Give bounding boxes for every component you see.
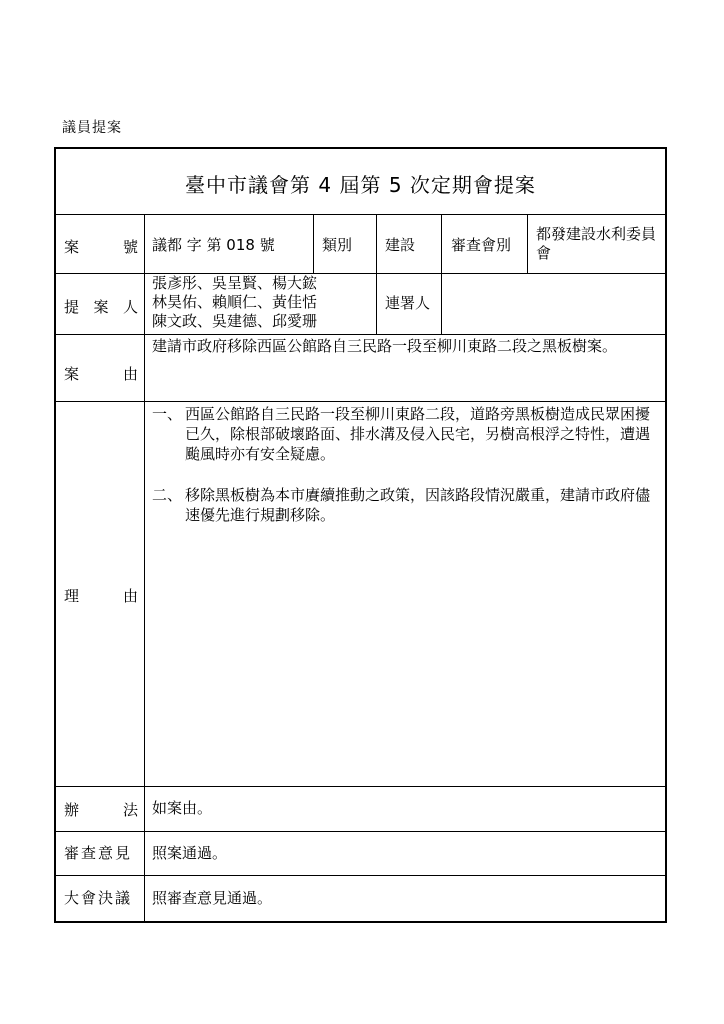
reason-item-number: 二、 xyxy=(152,486,183,504)
cell-divider xyxy=(441,273,442,334)
proposal-form xyxy=(54,147,667,923)
row-divider xyxy=(56,334,665,335)
row-divider xyxy=(56,214,665,215)
review-label: 審查意見 xyxy=(64,844,133,862)
row-divider xyxy=(56,875,665,876)
case-number-value: 議都 字 第 018 號 xyxy=(152,236,275,254)
proposer-names-line: 陳文政、吳建德、邱愛珊 xyxy=(152,312,318,330)
reason-item-text: 西區公館路自三民路一段至柳川東路二段，道路旁黑板樹造成民眾困擾已久，除根部破壞路面、排水溝及侵入民宅，另樹高根浮之特性，遭遇颱風時亦有安全疑慮。 xyxy=(185,405,651,463)
cell-divider xyxy=(441,214,442,273)
proposer-names-line: 張彥彤、吳呈賢、楊大鋐 xyxy=(152,274,318,292)
reason-item xyxy=(152,404,664,464)
reason-item-number: 一、 xyxy=(152,405,183,423)
committee-label: 審查會別 xyxy=(451,236,512,254)
proposer-label: 提 案 人 xyxy=(64,298,138,316)
cosigner-label: 連署人 xyxy=(385,294,431,312)
reason-item xyxy=(152,485,664,525)
category-value: 建設 xyxy=(385,236,416,254)
subject-text: 建請市政府移除西區公館路自三民路一段至柳川東路二段之黑板樹案。 xyxy=(152,337,618,355)
review-text: 照案通過。 xyxy=(152,844,228,862)
row-divider xyxy=(56,401,665,402)
resolution-label: 大會決議 xyxy=(64,889,133,907)
row-divider xyxy=(56,786,665,787)
subject-label: 案 由 xyxy=(64,365,138,383)
cell-divider xyxy=(313,214,314,273)
category-label: 類別 xyxy=(322,236,353,254)
cell-divider xyxy=(376,214,377,273)
proposer-names-line: 林昊佑、賴順仁、黃佳恬 xyxy=(152,293,318,311)
label-column-divider xyxy=(144,214,145,923)
cell-divider xyxy=(376,273,377,334)
reason-label: 理 由 xyxy=(64,587,138,605)
method-text: 如案由。 xyxy=(152,799,213,817)
committee-value: 都發建設水利委員會 xyxy=(536,225,657,262)
resolution-text: 照審查意見通過。 xyxy=(152,889,273,907)
row-divider xyxy=(56,273,665,274)
case-number-label: 案 號 xyxy=(64,238,138,256)
row-divider xyxy=(56,831,665,832)
cell-divider xyxy=(527,214,528,273)
method-label: 辦 法 xyxy=(64,801,138,819)
reason-item-text: 移除黑板樹為本市賡續推動之政策，因該路段情況嚴重，建請市政府儘速優先進行規劃移除。 xyxy=(185,486,651,524)
page-label: 議員提案 xyxy=(62,120,122,136)
form-title: 臺中市議會第 4 屆第 5 次定期會提案 xyxy=(185,173,536,197)
